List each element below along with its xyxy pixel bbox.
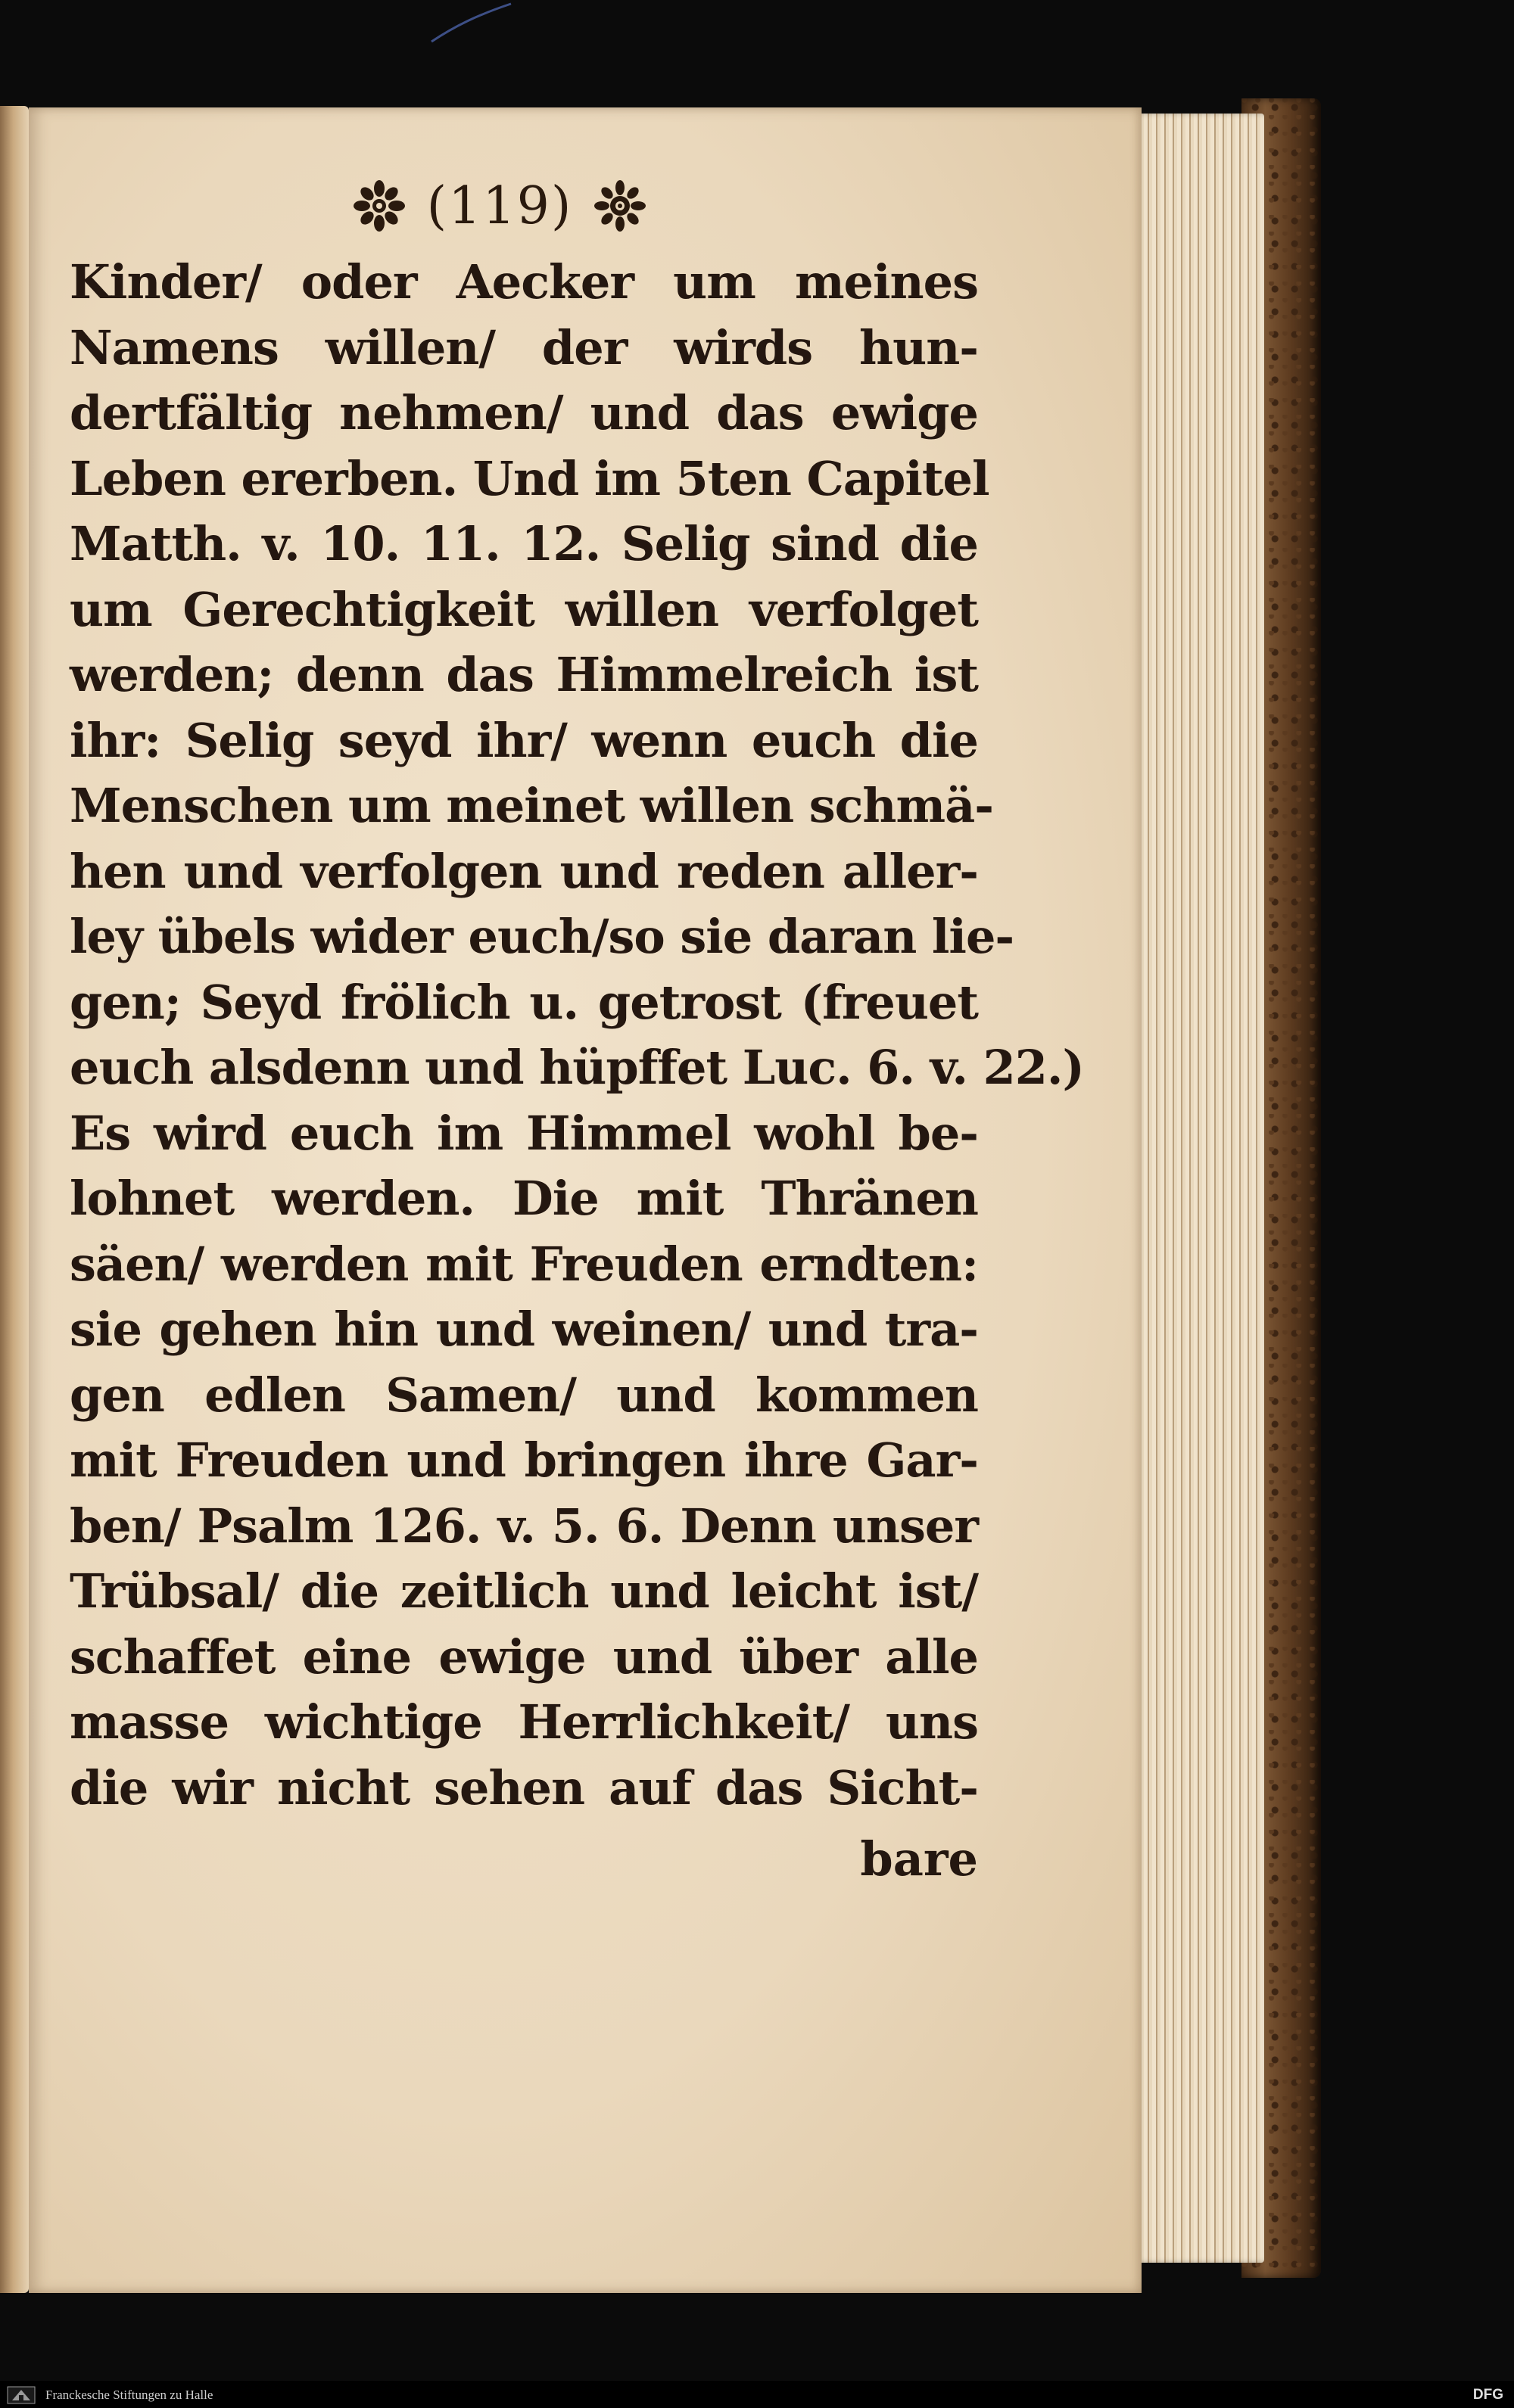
text-line: Kinder/ oder Aecker um meines <box>70 254 978 310</box>
page-header <box>341 168 659 244</box>
text-line: masse wichtige Herrlichkeit/ uns <box>70 1694 978 1750</box>
flower-ornament-icon <box>593 179 646 232</box>
text-line: euch alsdenn und hüpffet Luc. 6. v. 22.) <box>70 1040 1084 1095</box>
text-line: Namens willen/ der wirds hun- <box>70 319 978 375</box>
text-line: säen/ werden mit Freuden erndten: <box>70 1236 978 1292</box>
bookmark-thread <box>424 0 515 45</box>
text-line: gen edlen Samen/ und kommen <box>70 1367 978 1423</box>
body-text <box>70 250 1084 1821</box>
page-number: (119) <box>426 176 573 236</box>
catchword: bare <box>860 1831 978 1887</box>
dfg-logo: DFG <box>1472 2387 1503 2403</box>
text-line: lohnet werden. Die mit Thränen <box>70 1171 978 1226</box>
text-line: die wir nicht sehen auf das Sicht- <box>70 1759 978 1815</box>
text-line: Es wird euch im Himmel wohl be- <box>70 1105 978 1161</box>
text-line: um Gerechtigkeit willen verfolget <box>70 581 978 637</box>
text-line: Menschen um meinet willen schmä- <box>70 778 993 833</box>
flower-ornament-icon <box>353 179 406 232</box>
text-line: werden; denn das Himmelreich ist <box>70 647 978 702</box>
facing-page-edge <box>0 106 29 2293</box>
institution-logo-icon <box>6 2385 36 2405</box>
text-line: Trübsal/ die zeitlich und leicht ist/ <box>70 1563 978 1619</box>
text-line: ley übels wider euch/so sie daran lie- <box>70 909 1014 964</box>
text-line: Matth. v. 10. 11. 12. Selig sind die <box>70 516 978 571</box>
text-line: ihr: Selig seyd ihr/ wenn euch die <box>70 712 978 768</box>
footer-bar <box>0 2381 1514 2408</box>
text-line: gen; Seyd frölich u. getrost (freuet <box>70 974 978 1030</box>
text-line: ben/ Psalm 126. v. 5. 6. Denn unser <box>70 1498 978 1554</box>
text-line: hen und verfolgen und reden aller- <box>70 843 978 899</box>
text-line: dertfältig nehmen/ und das ewige <box>70 385 978 440</box>
text-line: schaffet eine ewige und über alle <box>70 1629 978 1685</box>
text-line: mit Freuden und bringen ihre Gar- <box>70 1433 978 1488</box>
institution-name: Franckesche Stiftungen zu Halle <box>45 2388 213 2402</box>
page-stack-edge <box>1136 114 1264 2263</box>
text-line: sie gehen hin und weinen/ und tra- <box>70 1302 978 1357</box>
text-line: Leben ererben. Und im 5ten Capitel <box>70 450 989 506</box>
